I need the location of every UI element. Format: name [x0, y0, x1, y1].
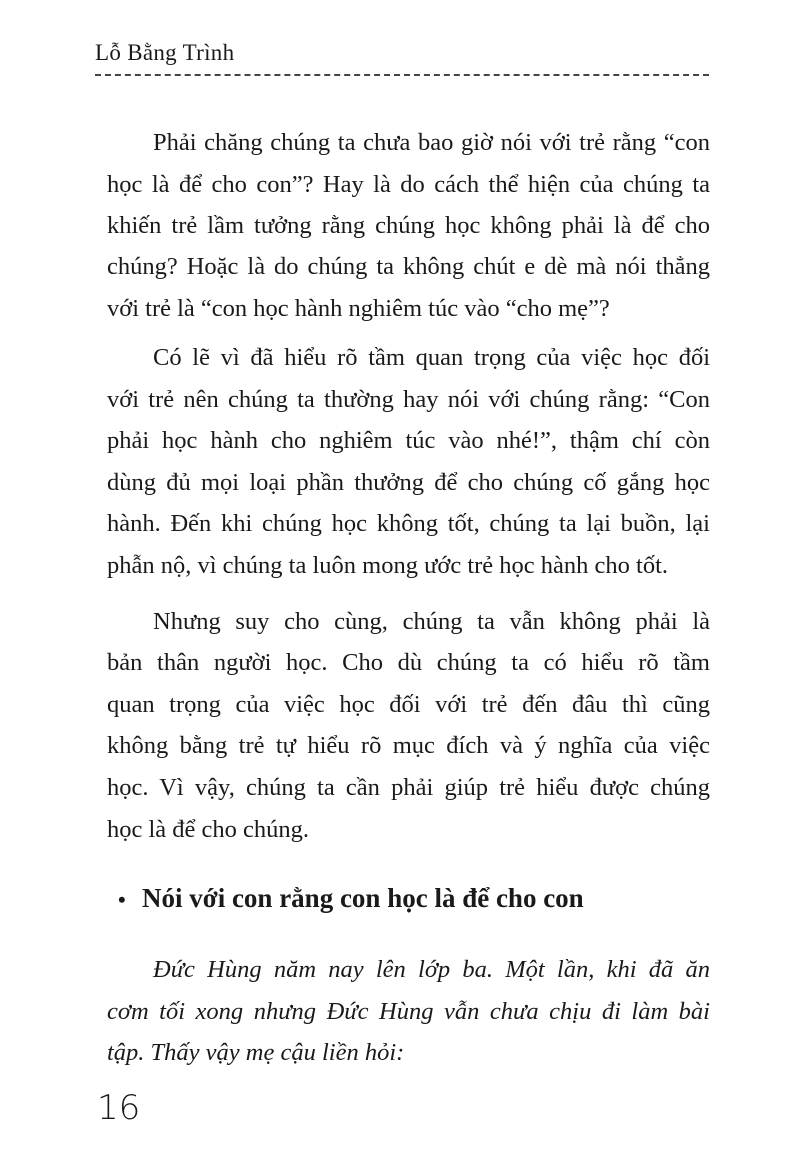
story-line: tập. Thấy vậy mẹ cậu liền hỏi: — [107, 1039, 405, 1066]
running-head: Lỗ Bằng Trình — [95, 40, 235, 65]
paragraph-3-line: quan trọng của việc học đối với trẻ đến đâu thì cũng — [107, 691, 710, 718]
paragraph-3-line: Nhưng suy cho cùng, chúng ta vẫn không phải là — [153, 608, 710, 635]
paragraph-2-line: với trẻ nên chúng ta thường hay nói với chúng rằng: “Con — [107, 386, 710, 413]
paragraph-3-line: không bằng trẻ tự hiểu rõ mục đích và ý nghĩa của việc — [107, 732, 710, 759]
paragraph-3-line: học là để cho chúng. — [107, 816, 310, 843]
section-heading-text: Nói với con rằng con học là để cho con — [142, 883, 584, 913]
paragraph-2-line: phẫn nộ, vì chúng ta luôn mong ước trẻ học hành cho tốt. — [107, 552, 669, 579]
header-divider — [95, 74, 709, 76]
paragraph-1-line: học là để cho con”? Hay là do cách thể hiện của chúng ta — [107, 171, 710, 198]
paragraph-3-line: bản thân người học. Cho dù chúng ta có hiểu rõ tầm — [107, 649, 710, 676]
story-line: cơm tối xong nhưng Đức Hùng vẫn chưa chịu đi làm bài — [107, 998, 710, 1025]
paragraph-2-line: dùng đủ mọi loại phần thưởng để cho chúng cố gắng học — [107, 469, 710, 496]
paragraph-1-line: với trẻ là “con học hành nghiêm túc vào “cho mẹ”? — [107, 295, 610, 322]
bullet-icon: • — [118, 887, 126, 912]
page-number: 16 — [97, 1088, 141, 1128]
paragraph-1-line: khiến trẻ lầm tưởng rằng chúng học không phải là để cho — [107, 212, 710, 239]
section-heading — [118, 883, 584, 914]
paragraph-1-line: chúng? Hoặc là do chúng ta không chút e dè mà nói thẳng — [107, 253, 710, 280]
paragraph-2-line: Có lẽ vì đã hiểu rõ tầm quan trọng của việc học đối — [153, 344, 710, 371]
paragraph-2-line: hành. Đến khi chúng học không tốt, chúng ta lại buồn, lại — [107, 510, 710, 537]
paragraph-1-line: Phải chăng chúng ta chưa bao giờ nói với trẻ rằng “con — [153, 129, 710, 156]
paragraph-3-line: học. Vì vậy, chúng ta cần phải giúp trẻ hiểu được chúng — [107, 774, 710, 801]
story-line: Đức Hùng năm nay lên lớp ba. Một lần, khi đã ăn — [153, 956, 710, 983]
paragraph-2-line: phải học hành cho nghiêm túc vào nhé!”, thậm chí còn — [107, 427, 710, 454]
